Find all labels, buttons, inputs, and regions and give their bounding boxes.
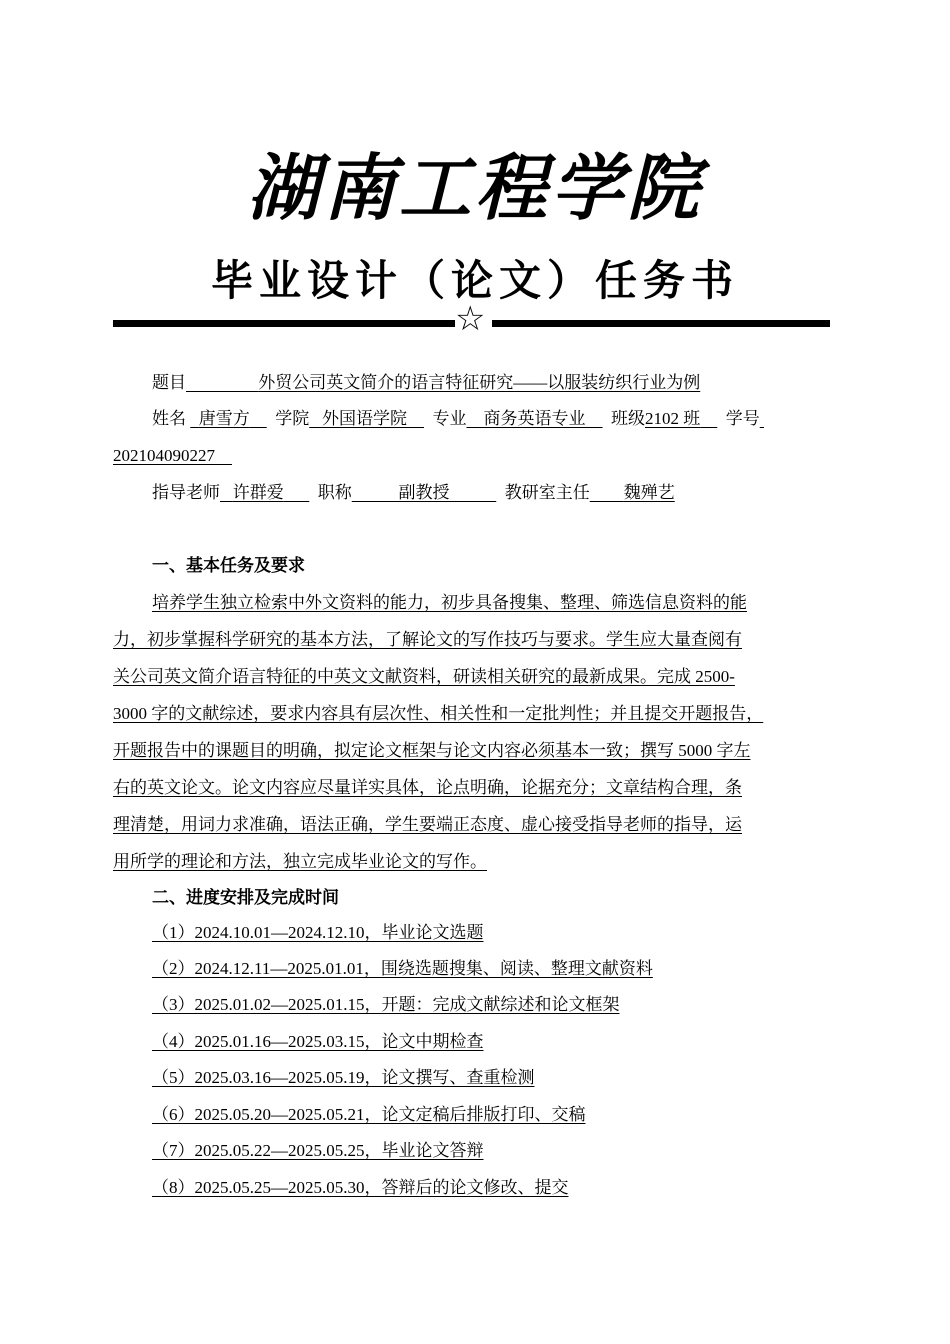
paragraph-line: 开题报告中的课题目的明确，拟定论文框架与论文内容必须基本一致；撰写 5000 字左 <box>113 741 751 760</box>
advisor-label: 指导老师 <box>152 483 220 502</box>
director-value: 魏殚艺 <box>623 483 675 502</box>
divider-left <box>113 320 455 327</box>
class-value: 2102 班 <box>645 409 701 428</box>
college-label: 学院 <box>275 409 310 428</box>
advisor-row <box>152 482 675 504</box>
schedule-item: （2）2024.12.11—2025.01.01，围绕选题搜集、阅读、整理文献资料 <box>152 959 653 978</box>
name-value: 唐雪方 <box>198 409 250 428</box>
id-label: 学号 <box>725 409 760 428</box>
rank-label: 职称 <box>317 483 352 502</box>
schedule-item: （3）2025.01.02—2025.01.15，开题：完成文献综述和论文框架 <box>152 995 620 1014</box>
topic-value: 外贸公司英文简介的语言特征研究——以服装纺织行业为例 <box>258 373 701 392</box>
paragraph-line: 力，初步掌握科学研究的基本方法，了解论文的写作技巧与要求。学生应大量查阅有 <box>113 630 742 649</box>
advisor-value: 许群爱 <box>232 483 284 502</box>
star-icon: ☆ <box>455 301 486 338</box>
paragraph-line: 3000 字的文献综述，要求内容具有层次性、相关性和一定批判性；并且提交开题报告， <box>113 704 764 723</box>
paragraph-line: 理清楚，用词力求准确，语法正确，学生要端正态度、虚心接受指导老师的指导，运 <box>113 815 742 834</box>
paragraph-line: 用所学的理论和方法，独立完成毕业论文的写作。 <box>113 852 487 871</box>
paragraph-line: 培养学生独立检索中外文资料的能力，初步具备搜集、整理、筛选信息资料的能 <box>152 593 747 612</box>
major-value: 商务英语专业 <box>483 409 586 428</box>
class-label: 班级 <box>611 409 645 428</box>
section2-heading: 二、进度安排及完成时间 <box>152 888 339 907</box>
schedule-item: （1）2024.10.01—2024.12.10，毕业论文选题 <box>152 923 484 942</box>
school-logo: 湖南工程学院 <box>246 145 703 230</box>
college-value: 外国语学院 <box>322 409 407 428</box>
topic-row <box>152 372 700 394</box>
schedule-item: （4）2025.01.16—2025.03.15，论文中期检查 <box>152 1032 484 1051</box>
student-row <box>152 408 764 430</box>
paragraph-line: 右的英文论文。论文内容应尽量详实具体，论点明确，论据充分；文章结构合理，条 <box>113 778 742 797</box>
schedule-item: （7）2025.05.22—2025.05.25，毕业论文答辩 <box>152 1141 484 1160</box>
divider-right <box>492 320 830 327</box>
document-title: 毕业设计（论文）任务书 <box>210 256 739 305</box>
id-row <box>113 445 232 467</box>
major-label: 专业 <box>432 409 467 428</box>
schedule-item: （6）2025.05.20—2025.05.21，论文定稿后排版打印、交稿 <box>152 1105 586 1124</box>
topic-label: 题目 <box>152 373 186 392</box>
paragraph-line: 关公司英文简介语言特征的中英文文献资料，研读相关研究的最新成果。完成 2500- <box>113 667 735 686</box>
id-value: 202104090227 <box>113 446 215 465</box>
rank-value: 副教授 <box>398 483 450 502</box>
name-label: 姓名 <box>152 409 186 428</box>
schedule-item: （5）2025.03.16—2025.05.19，论文撰写、查重检测 <box>152 1068 535 1087</box>
section1-heading: 一、基本任务及要求 <box>152 556 305 575</box>
schedule-item: （8）2025.05.25—2025.05.30，答辩后的论文修改、提交 <box>152 1178 569 1197</box>
director-label: 教研室主任 <box>504 483 590 502</box>
